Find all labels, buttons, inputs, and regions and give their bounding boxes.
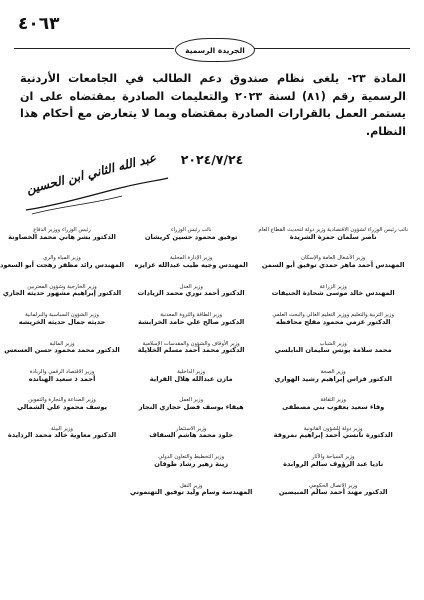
minister-title: وزير الاقتصاد الرقمي والريادة bbox=[29, 368, 95, 375]
page-number: ٤٠٦٣ bbox=[18, 14, 60, 34]
minister-title: وزير الأوقاف والشؤون والمقدسات الإسلامية bbox=[142, 340, 240, 347]
article-23-text: المادة ٢٣- يلغى نظام صندوق دعم الطالب في الجامعات الأردنية الرسمية رقم (٨١) لسنة ٢٠٢٣ والتعليمات الصادرة بمقتضاه على ان يستمر العمل بالقرارات الصادرة بمقتضاه وبما لا يتعارض مع أحكام هذا النظام. bbox=[20, 72, 407, 138]
minister-entry bbox=[130, 342, 252, 370]
minister-title: وزير الاتصال الحكومي bbox=[309, 482, 358, 489]
minister-entry bbox=[130, 427, 252, 455]
minister-name: الدكتورة نانسي أحمد إبراهيم نمروقة bbox=[273, 431, 393, 440]
minister-name: خلود محمد هاشم السقاف bbox=[149, 431, 234, 440]
minister-title: وزير الصناعة والتجارة والتموين bbox=[28, 397, 96, 404]
minister-name: الدكتور محمد محمود حسن العسعس bbox=[4, 346, 120, 355]
minister-title: وزير الاستثمار bbox=[175, 425, 207, 432]
minister-entry bbox=[130, 398, 252, 426]
minister-name: حديثه جمال حديثه الخريشه bbox=[18, 317, 106, 326]
minister-entry bbox=[130, 228, 252, 256]
minister-title: وزير العمل bbox=[179, 397, 204, 404]
minister-title: وزير التربية والتعليم ووزير التعليم العالي والبحث العلمي bbox=[272, 312, 395, 319]
minister-entry bbox=[0, 398, 124, 426]
minister-name: أحمد ذ سعيد الهنانده bbox=[28, 374, 96, 383]
minister-name: الدكتور معاوية خالد محمد الردايدة bbox=[7, 431, 117, 440]
minister-entry bbox=[0, 256, 124, 284]
minister-title: وزير الصحة bbox=[320, 368, 346, 375]
minister-entry bbox=[0, 484, 124, 512]
minister-title: وزير النقل bbox=[179, 482, 203, 489]
minister-title: وزير المياه والري bbox=[43, 255, 81, 262]
ministers-signatures-grid bbox=[0, 227, 408, 512]
minister-name: الدكتور عزمي محمود مفلح محافظه bbox=[275, 317, 391, 326]
minister-name: المهندس وجيه طيب عبدالله عزايزه bbox=[134, 260, 248, 269]
minister-title: وزير الإدارة المحلية bbox=[170, 255, 213, 262]
minister-name: المهندسة وسام وليد توفيق التهتموني bbox=[129, 488, 253, 497]
minister-name: المهندس رائد مظفر رهجت أبو السعود bbox=[0, 260, 124, 269]
minister-title: وزير الأشغال العامة والإسكان bbox=[301, 255, 366, 262]
minister-title: وزير التخطيط والتعاون الدولي bbox=[158, 454, 225, 461]
minister-name: المهندس أحمد ماهر حمدي توفيق أبو السمن bbox=[261, 260, 405, 269]
minister-entry bbox=[258, 455, 408, 483]
minister-title: وزير الشؤون السياسية والبرلمانية bbox=[25, 312, 99, 319]
minister-name: مازن عبدالله هلال الفراية bbox=[149, 374, 233, 383]
minister-title: وزير العدل bbox=[179, 283, 203, 290]
minister-entry bbox=[258, 228, 408, 256]
minister-name: المهندس خالد موسى شحادة الحنيفات bbox=[271, 289, 395, 298]
minister-name: هيفاء يوسف فضل حجازي النجار bbox=[138, 402, 244, 411]
royal-signature: عبد الله الثاني ابن الحسين bbox=[25, 150, 158, 197]
minister-name: زينة زهير رشاد طوقان bbox=[154, 459, 229, 468]
minister-title: وزير الزراعة bbox=[319, 283, 347, 290]
minister-title: وزير السياحة والآثار bbox=[311, 454, 355, 461]
minister-name: محمد سلامة يونس سليمان النابلسي bbox=[274, 346, 392, 355]
minister-name: الدكتور بشر هاني محمد الخصاونة bbox=[8, 232, 116, 241]
minister-name: يوسف محمود علي الشمالي bbox=[17, 402, 107, 411]
minister-entry bbox=[0, 313, 124, 341]
minister-entry bbox=[258, 285, 408, 313]
minister-title: وزير الطاقة والثروة المعدنية bbox=[160, 312, 223, 319]
minister-entry bbox=[0, 285, 124, 313]
minister-name: الدكتور فراس إبراهيم رشيد الهواري bbox=[274, 374, 392, 383]
minister-entry bbox=[130, 370, 252, 398]
minister-title: وزير دولة للشؤون القانونية bbox=[303, 425, 363, 432]
signature-flourish-icon bbox=[22, 176, 172, 216]
minister-entry bbox=[130, 285, 252, 313]
minister-name: توفيق محمود حسين كريشان bbox=[144, 232, 238, 241]
minister-entry bbox=[258, 342, 408, 370]
minister-title: نائب رئيس الوزراء لشؤون الاقتصادية وزير دولة لتحديث القطاع العام bbox=[258, 227, 408, 233]
minister-title: نائب رئيس الوزراء bbox=[170, 227, 212, 233]
minister-entry bbox=[0, 427, 124, 455]
minister-title: وزير الثقافة bbox=[320, 397, 346, 404]
gazette-header-label: الجريدة الرسمية bbox=[175, 38, 255, 62]
minister-entry bbox=[258, 370, 408, 398]
decree-date: ٢٠٢٤/٧/٢٤ bbox=[180, 152, 244, 167]
minister-entry bbox=[258, 427, 408, 455]
minister-name: وفاء سعيد يعقوب بني مصطفى bbox=[282, 402, 385, 411]
minister-entry bbox=[258, 256, 408, 284]
minister-title: وزير البيئة bbox=[51, 425, 73, 432]
minister-title: وزير المالية bbox=[49, 340, 75, 347]
minister-name: الدكتور محمد أحمد مسلم الخلايلة bbox=[137, 346, 245, 355]
minister-title: وزير الخارجية وشؤون المغتربين bbox=[27, 283, 97, 290]
minister-title: رئيس الوزراء ووزير الدفاع bbox=[33, 227, 91, 233]
minister-entry bbox=[258, 313, 408, 341]
minister-entry bbox=[258, 398, 408, 426]
minister-name: الدكتور مهند أحمد سالم المبيضين bbox=[278, 488, 388, 497]
header-rule-right bbox=[254, 48, 410, 49]
header-rule-left bbox=[14, 48, 174, 49]
minister-entry bbox=[0, 342, 124, 370]
minister-entry bbox=[0, 370, 124, 398]
minister-entry bbox=[130, 484, 252, 512]
minister-name: الدكتور أحمد نوري محمد الزيادات bbox=[137, 289, 245, 298]
minister-name: الدكتور صالح علي حامد الخرابشة bbox=[138, 317, 245, 326]
minister-name: ناديا عبد الرؤوف سالم الروابدة bbox=[283, 459, 384, 468]
minister-name: ناصر سلمان حمزة الشريدة bbox=[289, 232, 377, 241]
minister-title: وزير الشباب bbox=[319, 340, 347, 347]
minister-entry bbox=[130, 256, 252, 284]
minister-entry bbox=[130, 455, 252, 483]
minister-entry bbox=[0, 455, 124, 483]
minister-entry bbox=[258, 484, 408, 512]
minister-title: وزير الداخلية bbox=[177, 368, 206, 375]
minister-name: الدكتور إبراهيم مشهور حديثه الجازي bbox=[2, 289, 122, 298]
minister-entry bbox=[130, 313, 252, 341]
minister-entry bbox=[0, 228, 124, 256]
